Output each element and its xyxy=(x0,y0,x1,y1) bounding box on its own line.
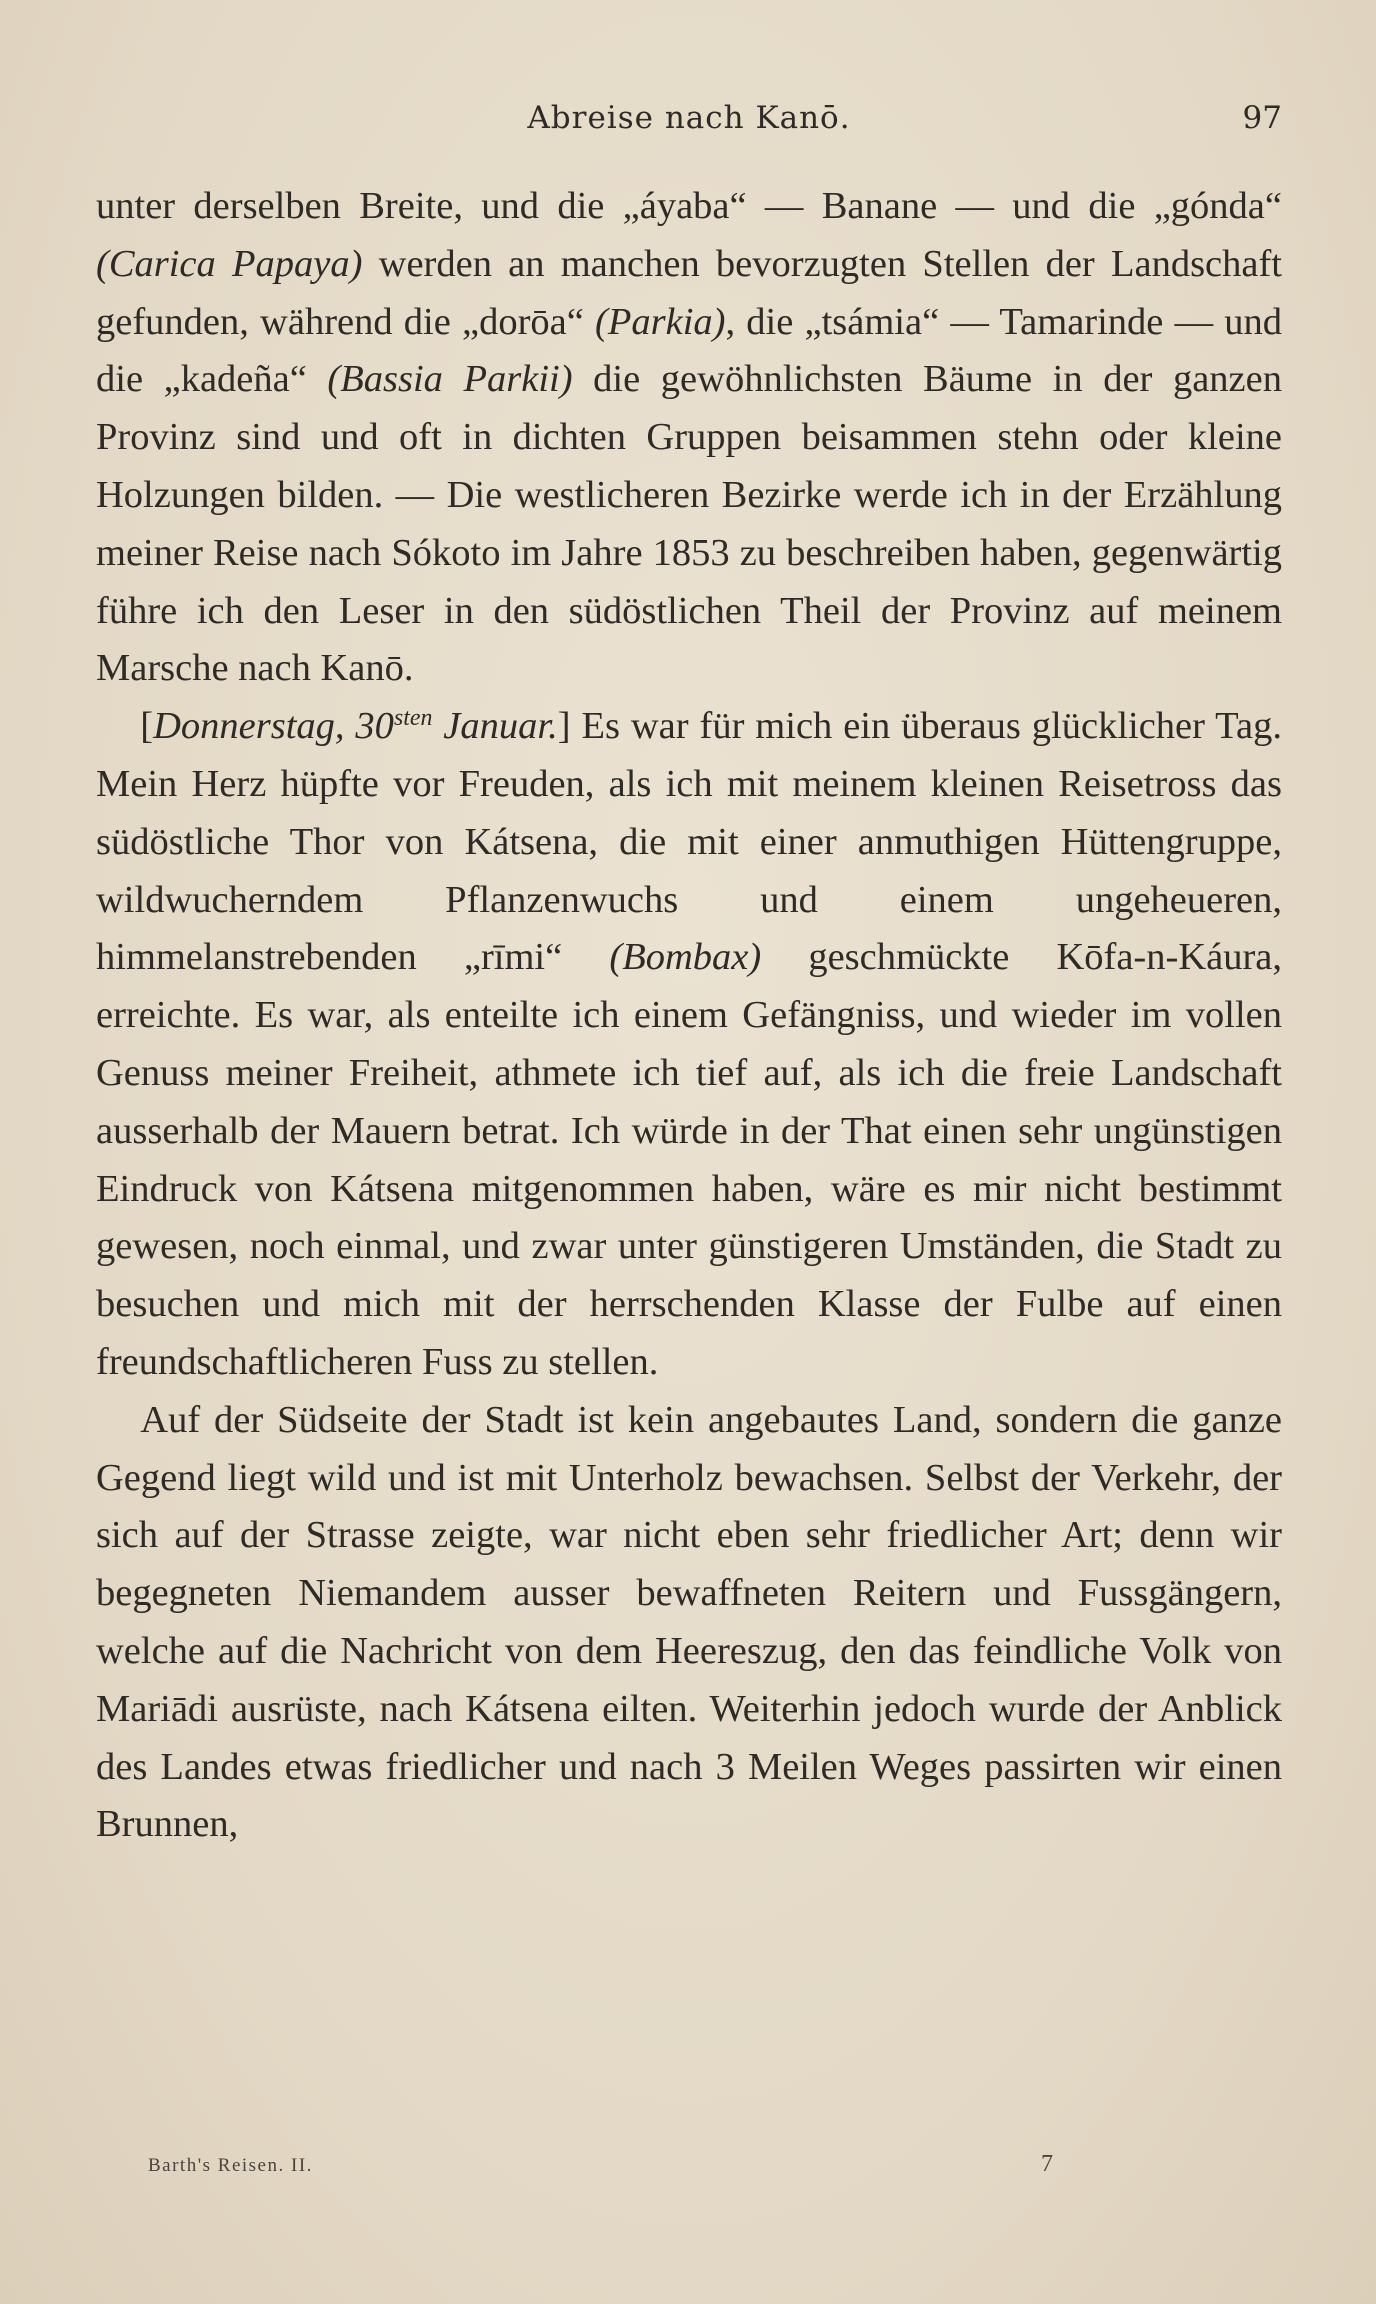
paragraph-1 xyxy=(96,178,1282,698)
running-title: Abreise nach Kanō. xyxy=(527,100,851,136)
printer-signature: Barth's Reisen. II. xyxy=(148,2155,313,2176)
italic-text: Januar. xyxy=(432,705,558,748)
text-run: die gewöhnlichsten Bäume in der ganzen Provinz sind und oft in dichten Gruppen beisammen stehn oder kleine Holzungen bilden. — Die westlicheren Bezirke werde ich in der Erzählung meiner Reise nach Sókoto im Jahre 1853 zu beschreiben haben, gegenwärtig führe ich den Leser in den südöstlichen Theil der Provinz auf meinem Marsche nach Kanō. xyxy=(96,358,1282,690)
signature-number: 7 xyxy=(1041,2151,1053,2177)
text-run: [ xyxy=(140,705,154,748)
text-run: werden an manchen bevorzugten Stellen der Landschaft gefunden, während die „dorōa“ xyxy=(96,242,1282,343)
text-run: unter derselben Breite, und die „áyaba“ — Banane — und die „gónda“ xyxy=(96,185,1282,227)
italic-text: (Bombax) xyxy=(609,936,762,979)
page-number: 97 xyxy=(1242,100,1282,136)
body-text xyxy=(96,178,1282,1854)
text-run: Auf der Südseite der Stadt ist kein angebautes Land, sondern die ganze Gegend liegt wild und ist mit Unterholz bewachsen. Selbst der Verkehr, der sich auf der Strasse zeigte, war nicht eben sehr friedlicher Art; denn wir begegneten Niemandem ausser bewaffneten Reitern und Fussgängern, welche auf die Nachricht von dem Heereszug, den das feindliche Volk von Mariādi ausrüste, nach Kátsena eilten. Weiterhin jedoch wurde der Anblick des Landes etwas friedlicher und nach 3 Meilen Weges passirten wir einen Brunnen, xyxy=(96,1398,1282,1846)
text-run: geschmückte Kōfa-n-Káura, erreichte. Es war, als enteilte ich einem Gefängniss, und wieder im vollen Genuss meiner Freiheit, athmete ich tief auf, als ich die freie Landschaft ausserhalb der Mauern betrat. Ich würde in der That einen sehr ungünstigen Eindruck von Kátsena mitgenommen haben, wäre es mir nicht bestimmt gewesen, noch einmal, und zwar unter günstigeren Umständen, die Stadt zu besuchen und mich mit der herrschenden Klasse der Fulbe auf einen freundschaftlicheren Fuss zu stellen. xyxy=(96,936,1282,1383)
running-head xyxy=(96,100,1282,146)
text-run: , die „tsámia“ — Tamarinde — und die „kadeña“ xyxy=(96,300,1283,401)
superscript-text: sten xyxy=(393,705,433,732)
italic-text: (Bassia Parkii) xyxy=(327,358,573,401)
paragraph-2 xyxy=(96,698,1282,1392)
italic-text: (Parkia) xyxy=(595,300,726,343)
italic-text: (Carica Papaya) xyxy=(96,242,363,285)
text-run: ] Es war für mich ein überaus glücklicher Tag. Mein Herz hüpfte vor Freuden, als ich mit meinem kleinen Reisetross das südöstliche Thor von Kátsena, die mit einer anmuthigen Hüttengruppe, wildwucherndem Pflanzenwuchs und einem ungeheueren, himmelanstrebenden „rīmi“ xyxy=(96,705,1282,979)
italic-text: Donnerstag, 30 xyxy=(153,705,394,748)
paragraph-3 xyxy=(96,1392,1282,1854)
